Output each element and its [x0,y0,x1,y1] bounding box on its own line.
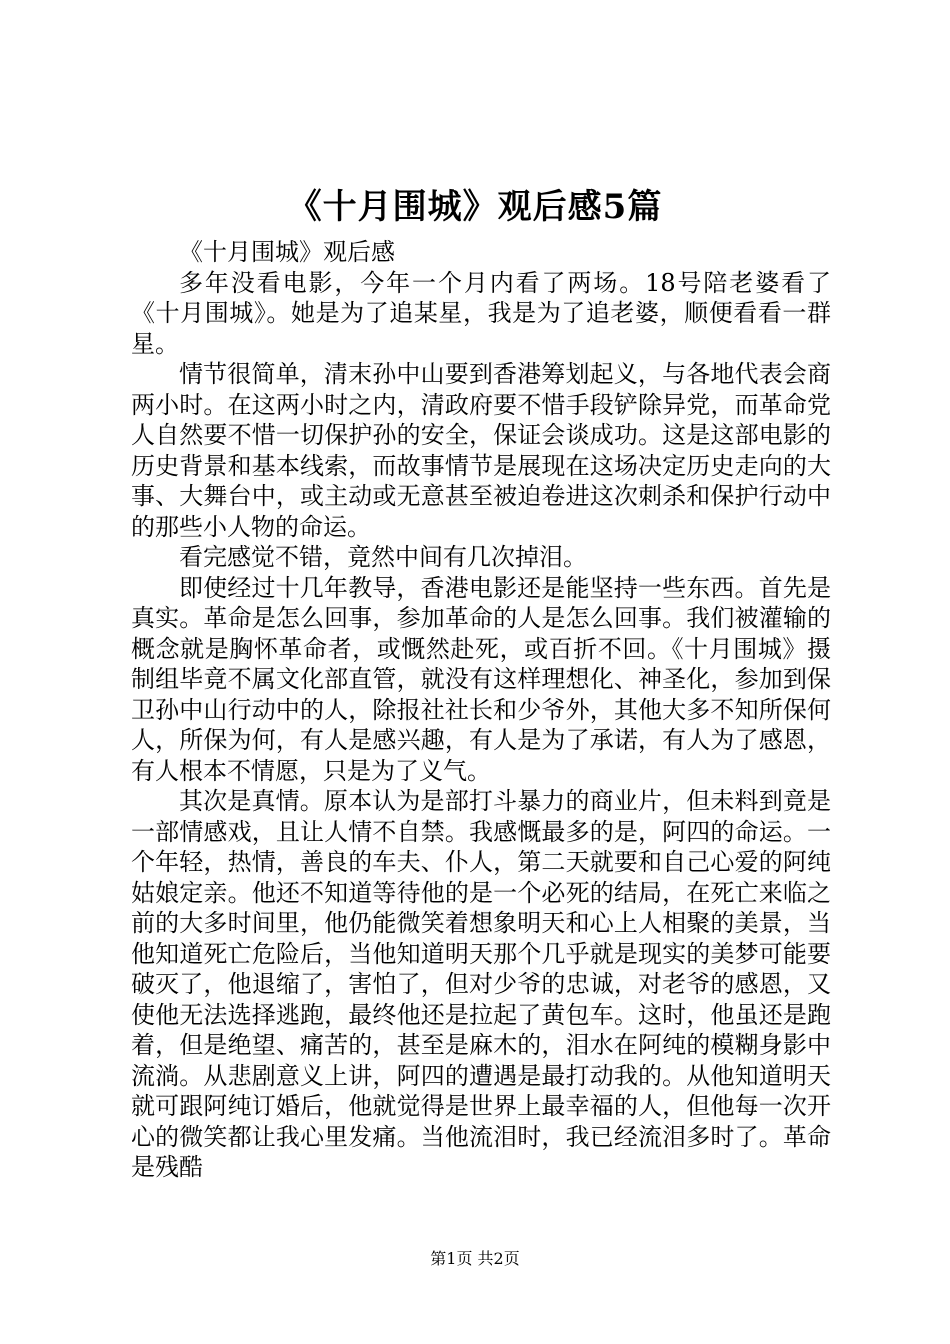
paragraph: 其次是真情。原本认为是部打斗暴力的商业片，但未料到竟是一部情感戏，且让人情不自禁。我感慨最多的是，阿四的命运。一个年轻，热情，善良的车夫、仆人，第二天就要和自己心爱的阿纯姑娘定亲。他还不知道等待他的是一个必死的结局，在死亡来临之前的大多时间里，他仍能微笑着想象明天和心上人相聚的美景，当他知道死亡危险后，当他知道明天那个几乎就是现实的美梦可能要破灭了，他退缩了，害怕了，但对少爷的忠诚，对老爷的感恩，又使他无法选择逃跑，最终他还是拉起了黄包车。这时，他虽还是跑着，但是绝望、痛苦的，甚至是麻木的，泪水在阿纯的模糊身影中流淌。从悲剧意义上讲，阿四的遭遇是最打动我的。从他知道明天就可跟阿纯订婚后，他就觉得是世界上最幸福的人，但他每一次开心的微笑都让我心里发痛。当他流泪时，我已经流泪多时了。革命是残酷 [131,787,831,1181]
paragraph: 多年没看电影，今年一个月内看了两场。18号陪老婆看了《十月围城》。她是为了追某星，我是为了追老婆，顺便看看一群星。 [131,268,831,358]
paragraph: 看完感觉不错，竟然中间有几次掉泪。 [179,543,587,571]
paragraph: 情节很简单，清末孙中山要到香港筹划起义，与各地代表会商两小时。在这两小时之内，清政府要不惜手段铲除异党，而革命党人自然要不惜一切保护孙的安全，保证会谈成功。这是这部电影的历史背景和基本线索，而故事情节是展现在这场决定历史走向的大事、大舞台中，或主动或无意甚至被迫卷进这次刺杀和保护行动中的那些小人物的命运。 [131,360,831,541]
document-title: 《十月围城》观后感5篇 [287,187,663,227]
document-body [131,237,831,1183]
paragraph-subtitle: 《十月围城》观后感 [179,238,395,266]
paragraph: 即使经过十几年教导，香港电影还是能坚持一些东西。首先是真实。革命是怎么回事，参加革命的人是怎么回事。我们被灌输的概念就是胸怀革命者，或慨然赴死，或百折不回。《十月围城》摄制组毕竟不属文化部直管，就没有这样理想化、神圣化，参加到保卫孙中山行动中的人，除报社社长和少爷外，其他大多不知所保何人，所保为何，有人是感兴趣，有人是为了承诺，有人为了感恩，有人根本不情愿，只是为了义气。 [131,573,831,785]
page-number-footer: 第1页 共2页 [430,1249,520,1268]
